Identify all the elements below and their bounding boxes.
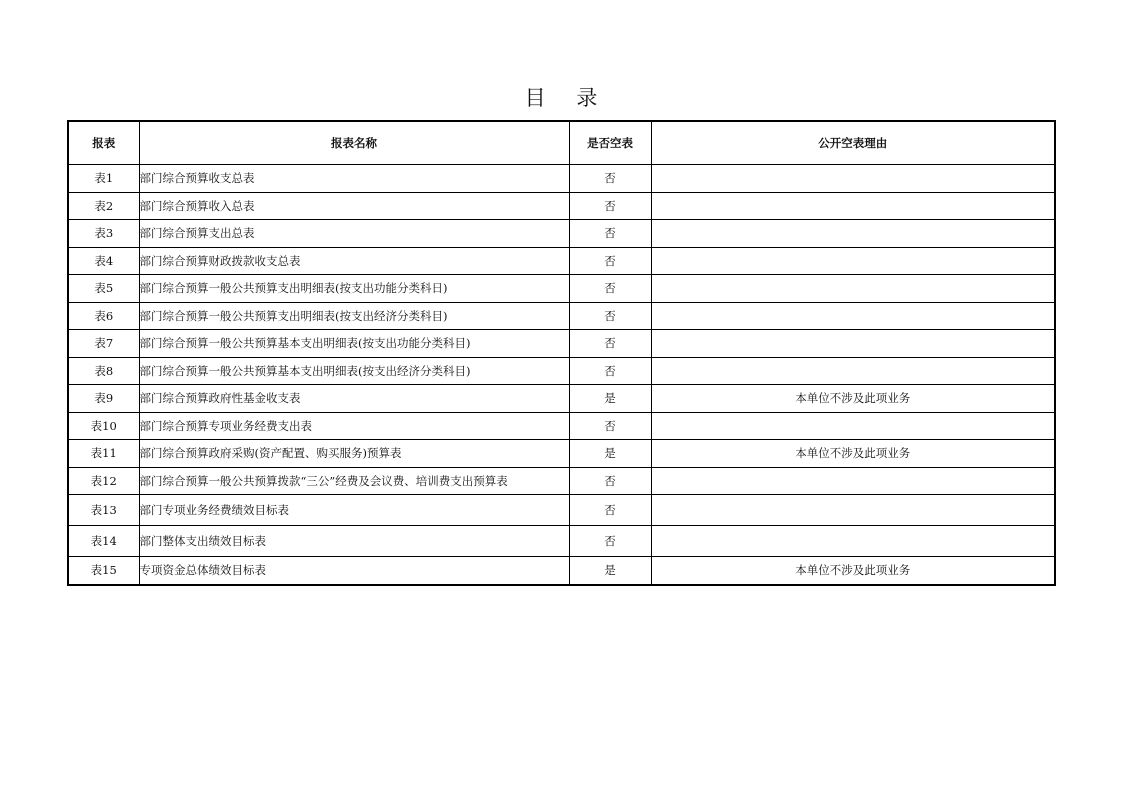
row-reason <box>651 165 1055 193</box>
row-is-empty: 是 <box>569 440 651 468</box>
row-is-empty: 否 <box>569 302 651 330</box>
row-reason <box>651 357 1055 385</box>
row-name: 部门综合预算支出总表 <box>139 220 569 248</box>
row-is-empty: 是 <box>569 557 651 585</box>
row-name: 部门整体支出绩效目标表 <box>139 526 569 557</box>
row-is-empty: 否 <box>569 330 651 358</box>
row-reason: 本单位不涉及此项业务 <box>651 440 1055 468</box>
row-code: 表8 <box>68 357 139 385</box>
table-row <box>68 412 1055 440</box>
row-code: 表14 <box>68 526 139 557</box>
row-code: 表6 <box>68 302 139 330</box>
row-name: 部门综合预算收支总表 <box>139 165 569 193</box>
row-is-empty: 否 <box>569 467 651 495</box>
table-row <box>68 440 1055 468</box>
row-name: 部门综合预算政府性基金收支表 <box>139 385 569 413</box>
table-row <box>68 330 1055 358</box>
row-name: 部门综合预算一般公共预算支出明细表(按支出经济分类科目) <box>139 302 569 330</box>
row-reason <box>651 330 1055 358</box>
row-code: 表9 <box>68 385 139 413</box>
row-code: 表3 <box>68 220 139 248</box>
row-code: 表11 <box>68 440 139 468</box>
row-is-empty: 否 <box>569 412 651 440</box>
row-name: 部门综合预算政府采购(资产配置、购买服务)预算表 <box>139 440 569 468</box>
row-code: 表10 <box>68 412 139 440</box>
header-code: 报表 <box>68 121 139 165</box>
row-is-empty: 否 <box>569 495 651 526</box>
table-row <box>68 467 1055 495</box>
table-row <box>68 495 1055 526</box>
table-row <box>68 302 1055 330</box>
row-name: 部门综合预算财政拨款收支总表 <box>139 247 569 275</box>
header-reason: 公开空表理由 <box>651 121 1055 165</box>
row-is-empty: 否 <box>569 220 651 248</box>
row-code: 表13 <box>68 495 139 526</box>
row-reason <box>651 192 1055 220</box>
row-code: 表15 <box>68 557 139 585</box>
row-name: 部门综合预算专项业务经费支出表 <box>139 412 569 440</box>
row-name: 部门综合预算一般公共预算基本支出明细表(按支出功能分类科目) <box>139 330 569 358</box>
table-row <box>68 220 1055 248</box>
row-name: 部门综合预算一般公共预算支出明细表(按支出功能分类科日) <box>139 275 569 303</box>
row-name: 专项资金总体绩效目标表 <box>139 557 569 585</box>
row-code: 表12 <box>68 467 139 495</box>
page-title: 目 录 <box>524 86 610 110</box>
row-name: 部门专项业务经费绩效目标表 <box>139 495 569 526</box>
row-is-empty: 是 <box>569 385 651 413</box>
row-reason <box>651 526 1055 557</box>
row-code: 表4 <box>68 247 139 275</box>
row-is-empty: 否 <box>569 357 651 385</box>
row-is-empty: 否 <box>569 275 651 303</box>
row-code: 表2 <box>68 192 139 220</box>
toc-table <box>67 120 1056 586</box>
table-row <box>68 192 1055 220</box>
table-row <box>68 557 1055 585</box>
row-is-empty: 否 <box>569 192 651 220</box>
table-row <box>68 275 1055 303</box>
row-code: 表5 <box>68 275 139 303</box>
row-is-empty: 否 <box>569 247 651 275</box>
row-code: 表1 <box>68 165 139 193</box>
row-reason <box>651 302 1055 330</box>
row-reason <box>651 495 1055 526</box>
row-reason <box>651 412 1055 440</box>
row-reason <box>651 220 1055 248</box>
header-name: 报表名称 <box>139 121 569 165</box>
row-name: 部门综合预算收入总表 <box>139 192 569 220</box>
row-reason: 本单位不涉及此项业务 <box>651 385 1055 413</box>
row-reason: 本单位不涉及此项业务 <box>651 557 1055 585</box>
table-row <box>68 165 1055 193</box>
table-row <box>68 526 1055 557</box>
row-reason <box>651 275 1055 303</box>
table-row <box>68 357 1055 385</box>
header-is-empty: 是否空表 <box>569 121 651 165</box>
row-is-empty: 否 <box>569 526 651 557</box>
row-name: 部门综合预算一般公共预算拨款“三公”经费及会议费、培训费支出预算表 <box>139 467 569 495</box>
row-is-empty: 否 <box>569 165 651 193</box>
row-name: 部门综合预算一般公共预算基本支出明细表(按支出经济分类科目) <box>139 357 569 385</box>
row-code: 表7 <box>68 330 139 358</box>
table-header-row <box>68 121 1055 165</box>
table-row <box>68 385 1055 413</box>
table-row <box>68 247 1055 275</box>
row-reason <box>651 467 1055 495</box>
row-reason <box>651 247 1055 275</box>
